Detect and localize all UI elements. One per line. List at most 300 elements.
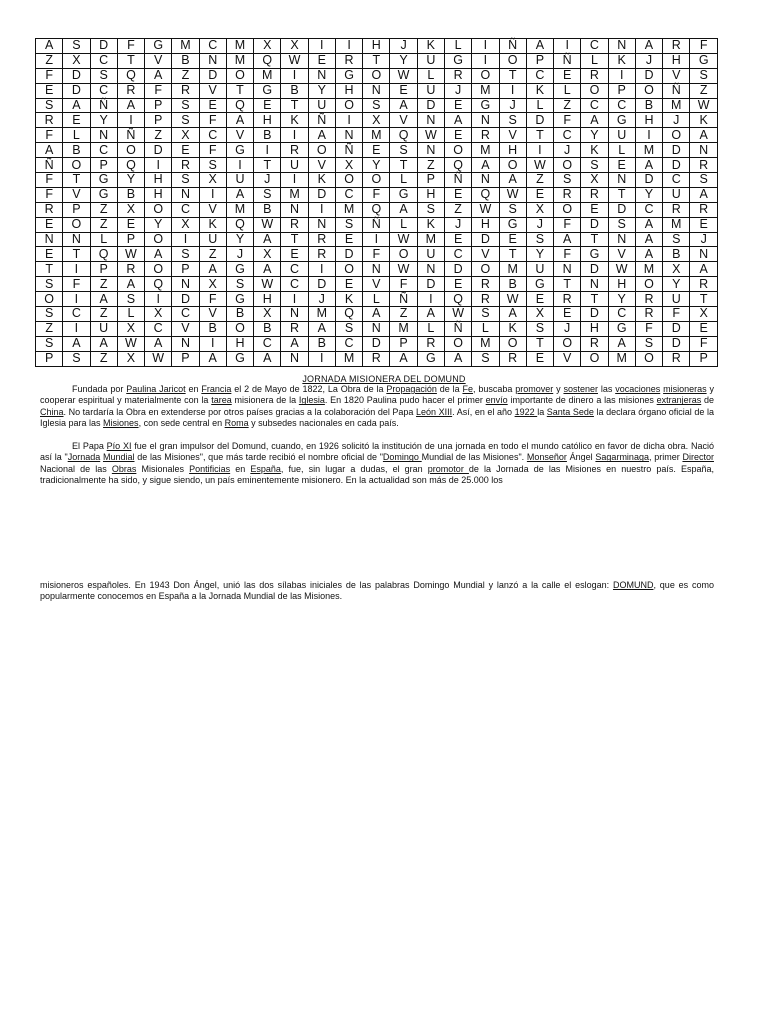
grid-cell: Z xyxy=(554,98,581,113)
grid-cell: I xyxy=(117,113,144,128)
grid-cell: M xyxy=(172,39,199,54)
text-run: de la xyxy=(436,384,463,394)
text-run: y xyxy=(553,384,564,394)
grid-cell: A xyxy=(36,39,63,54)
grid-cell: Z xyxy=(526,173,553,188)
grid-cell: O xyxy=(499,336,526,351)
grid-cell: A xyxy=(690,187,718,202)
grid-cell: B xyxy=(226,307,253,322)
grid-cell: T xyxy=(117,53,144,68)
grid-cell: O xyxy=(145,262,172,277)
grid-cell: F xyxy=(690,336,718,351)
grid-cell: W xyxy=(281,53,308,68)
grid-row xyxy=(36,68,718,83)
grid-cell: O xyxy=(444,336,471,351)
grid-cell: Z xyxy=(417,158,444,173)
grid-cell: A xyxy=(254,262,281,277)
grid-cell: N xyxy=(690,143,718,158)
grid-cell: V xyxy=(199,83,226,98)
grid-cell: G xyxy=(608,321,635,336)
text-run: la xyxy=(537,406,547,417)
grid-cell: O xyxy=(554,336,581,351)
grid-cell: L xyxy=(554,83,581,98)
text-run: misioneros españoles. En 1943 Don Ángel, unió las dos sílabas iniciales de las palabras Domingo Mundial y lanzó a la calle el eslogan: xyxy=(40,580,613,590)
grid-cell: C xyxy=(608,98,635,113)
grid-cell: V xyxy=(145,53,172,68)
grid-cell: O xyxy=(308,143,335,158)
grid-cell: T xyxy=(526,336,553,351)
grid-cell: R xyxy=(36,113,63,128)
keyword: Monseñor xyxy=(526,452,567,463)
grid-cell: R xyxy=(663,39,690,54)
grid-cell: S xyxy=(363,98,390,113)
grid-cell: G xyxy=(90,173,117,188)
grid-cell: E xyxy=(199,98,226,113)
grid-cell: Y xyxy=(308,83,335,98)
grid-cell: X xyxy=(254,247,281,262)
grid-cell: R xyxy=(690,158,718,173)
grid-cell: F xyxy=(554,217,581,232)
grid-cell: A xyxy=(63,98,90,113)
grid-cell: P xyxy=(172,262,199,277)
grid-cell: O xyxy=(117,143,144,158)
grid-cell: M xyxy=(390,321,417,336)
grid-cell: I xyxy=(226,158,253,173)
grid-cell: M xyxy=(335,351,362,366)
grid-cell: F xyxy=(390,277,417,292)
grid-cell: C xyxy=(581,39,608,54)
grid-cell: M xyxy=(226,53,253,68)
grid-cell: T xyxy=(363,53,390,68)
grid-cell: R xyxy=(335,53,362,68)
grid-cell: F xyxy=(690,39,718,54)
grid-cell: J xyxy=(444,83,471,98)
text-run: la declara órgano oficial de la Iglesia para las xyxy=(40,406,714,429)
keyword: Pontificias xyxy=(189,463,231,474)
grid-cell: E xyxy=(690,321,718,336)
grid-row xyxy=(36,173,718,188)
grid-cell: S xyxy=(36,307,63,322)
grid-cell: G xyxy=(226,143,253,158)
grid-cell: Q xyxy=(390,128,417,143)
grid-cell: N xyxy=(172,336,199,351)
grid-cell: W xyxy=(390,262,417,277)
grid-cell: Q xyxy=(444,292,471,307)
grid-cell: D xyxy=(172,292,199,307)
grid-cell: Y xyxy=(390,53,417,68)
grid-cell: E xyxy=(608,158,635,173)
grid-cell: O xyxy=(499,53,526,68)
grid-cell: E xyxy=(63,113,90,128)
grid-cell: W xyxy=(608,262,635,277)
grid-cell: N xyxy=(172,187,199,202)
grid-cell: X xyxy=(63,53,90,68)
grid-cell: P xyxy=(145,98,172,113)
grid-cell: X xyxy=(363,113,390,128)
grid-cell: V xyxy=(472,247,499,262)
grid-cell: I xyxy=(281,68,308,83)
grid-cell: G xyxy=(472,98,499,113)
grid-cell: H xyxy=(335,83,362,98)
grid-cell: L xyxy=(90,232,117,247)
grid-cell: T xyxy=(526,128,553,143)
grid-cell: A xyxy=(63,336,90,351)
grid-cell: R xyxy=(281,217,308,232)
text-run: , primer xyxy=(648,452,683,463)
grid-cell: E xyxy=(444,98,471,113)
keyword: Pío XI xyxy=(106,441,132,451)
text-run: las xyxy=(597,384,616,394)
grid-cell: A xyxy=(145,247,172,262)
grid-cell: A xyxy=(690,128,718,143)
grid-cell: G xyxy=(526,277,553,292)
grid-row xyxy=(36,262,718,277)
grid-cell: T xyxy=(499,68,526,83)
grid-cell: M xyxy=(254,68,281,83)
grid-cell: W xyxy=(690,98,718,113)
grid-cell: M xyxy=(417,232,444,247)
grid-cell: R xyxy=(554,292,581,307)
grid-row xyxy=(36,187,718,202)
grid-cell: R xyxy=(690,202,718,217)
text-run: de la Jornada de las Misiones en nuestro país. España, tradicionalmente ha sido, y sigue siendo, un país eminentemente misionero. En la actualidad son más de 25.000 los xyxy=(40,463,714,486)
grid-cell: O xyxy=(36,292,63,307)
grid-cell: W xyxy=(444,307,471,322)
grid-cell: O xyxy=(663,128,690,143)
grid-cell: T xyxy=(36,262,63,277)
grid-cell: Q xyxy=(472,187,499,202)
grid-cell: N xyxy=(472,113,499,128)
grid-cell: K xyxy=(499,321,526,336)
grid-cell: S xyxy=(199,158,226,173)
grid-cell: T xyxy=(581,292,608,307)
grid-cell: U xyxy=(417,83,444,98)
grid-cell: B xyxy=(117,187,144,202)
grid-cell: X xyxy=(663,262,690,277)
grid-cell: T xyxy=(554,277,581,292)
grid-cell: M xyxy=(281,187,308,202)
grid-cell: P xyxy=(690,351,718,366)
grid-cell: D xyxy=(526,113,553,128)
grid-cell: Q xyxy=(117,158,144,173)
text-run: El Papa xyxy=(72,441,107,451)
grid-row xyxy=(36,336,718,351)
grid-row xyxy=(36,53,718,68)
grid-cell: A xyxy=(90,292,117,307)
grid-cell: Z xyxy=(90,277,117,292)
grid-cell: C xyxy=(444,247,471,262)
grid-cell: O xyxy=(226,321,253,336)
grid-cell: Ñ xyxy=(663,83,690,98)
grid-cell: A xyxy=(390,351,417,366)
grid-cell: M xyxy=(472,143,499,158)
grid-cell: V xyxy=(199,202,226,217)
grid-cell: U xyxy=(417,247,444,262)
text-run: de las Misiones", que más tarde recibió el nombre oficial de " xyxy=(134,452,383,463)
grid-cell: U xyxy=(226,173,253,188)
grid-cell: A xyxy=(444,113,471,128)
grid-cell: W xyxy=(499,187,526,202)
grid-cell: Y xyxy=(90,113,117,128)
grid-cell: B xyxy=(254,128,281,143)
grid-cell: Y xyxy=(635,187,662,202)
grid-cell: A xyxy=(145,336,172,351)
grid-cell: C xyxy=(335,336,362,351)
grid-cell: Ñ xyxy=(335,143,362,158)
grid-cell: B xyxy=(499,277,526,292)
grid-cell: Y xyxy=(608,292,635,307)
grid-cell: O xyxy=(335,262,362,277)
grid-cell: T xyxy=(499,247,526,262)
grid-cell: L xyxy=(63,128,90,143)
grid-cell: C xyxy=(554,128,581,143)
grid-cell: C xyxy=(63,307,90,322)
grid-cell: S xyxy=(635,336,662,351)
grid-cell: D xyxy=(308,187,335,202)
grid-row xyxy=(36,113,718,128)
keyword: extranjeras xyxy=(656,395,702,406)
grid-cell: A xyxy=(690,262,718,277)
grid-cell: Z xyxy=(690,83,718,98)
grid-cell: B xyxy=(281,83,308,98)
grid-cell: S xyxy=(36,277,63,292)
grid-cell: L xyxy=(472,321,499,336)
keyword: León XIII xyxy=(416,406,453,417)
grid-cell: P xyxy=(608,83,635,98)
grid-cell: E xyxy=(308,53,335,68)
grid-cell: F xyxy=(63,277,90,292)
grid-cell: H xyxy=(499,143,526,158)
grid-row xyxy=(36,83,718,98)
grid-cell: I xyxy=(472,53,499,68)
grid-cell: Z xyxy=(36,53,63,68)
text-run: , que es como popularmente conocemos en España a la Jornada Mundial de las Misiones. xyxy=(40,580,714,602)
grid-cell: O xyxy=(635,83,662,98)
grid-cell: R xyxy=(281,321,308,336)
grid-cell: G xyxy=(390,187,417,202)
grid-cell: C xyxy=(635,202,662,217)
grid-cell: N xyxy=(335,128,362,143)
text-run: Ángel xyxy=(566,452,596,463)
grid-cell: J xyxy=(690,232,718,247)
grid-cell: A xyxy=(635,39,662,54)
grid-cell: N xyxy=(281,202,308,217)
grid-cell: Ñ xyxy=(36,158,63,173)
grid-cell: R xyxy=(117,83,144,98)
grid-cell: R xyxy=(472,292,499,307)
text-run: , con sede central en xyxy=(138,418,225,429)
grid-cell: S xyxy=(90,68,117,83)
grid-cell: A xyxy=(199,262,226,277)
grid-cell: G xyxy=(417,351,444,366)
grid-cell: W xyxy=(390,68,417,83)
grid-cell: C xyxy=(90,83,117,98)
grid-cell: N xyxy=(363,262,390,277)
grid-cell: E xyxy=(36,83,63,98)
grid-row xyxy=(36,292,718,307)
grid-cell: C xyxy=(90,143,117,158)
grid-cell: S xyxy=(172,98,199,113)
grid-cell: O xyxy=(472,68,499,83)
grid-cell: E xyxy=(36,217,63,232)
grid-cell: S xyxy=(36,336,63,351)
keyword: Francia xyxy=(201,384,232,394)
grid-cell: V xyxy=(499,128,526,143)
grid-cell: L xyxy=(390,173,417,188)
grid-cell: A xyxy=(363,307,390,322)
grid-cell: U xyxy=(417,53,444,68)
grid-cell: D xyxy=(63,68,90,83)
keyword: Iglesia xyxy=(298,395,325,406)
grid-cell: X xyxy=(335,158,362,173)
grid-cell: S xyxy=(526,232,553,247)
grid-cell: A xyxy=(472,158,499,173)
grid-cell: D xyxy=(63,83,90,98)
grid-cell: U xyxy=(663,292,690,307)
grid-cell: N xyxy=(199,53,226,68)
grid-cell: N xyxy=(608,39,635,54)
grid-cell: A xyxy=(635,217,662,232)
grid-cell: M xyxy=(472,83,499,98)
grid-cell: W xyxy=(526,158,553,173)
grid-cell: A xyxy=(308,321,335,336)
grid-cell: D xyxy=(663,336,690,351)
grid-cell: F xyxy=(554,247,581,262)
grid-cell: F xyxy=(363,247,390,262)
grid-cell: Z xyxy=(90,217,117,232)
grid-cell: D xyxy=(308,277,335,292)
grid-cell: V xyxy=(308,158,335,173)
grid-row xyxy=(36,128,718,143)
grid-cell: Z xyxy=(444,202,471,217)
grid-cell: F xyxy=(635,321,662,336)
grid-cell: L xyxy=(417,68,444,83)
grid-cell: R xyxy=(499,351,526,366)
grid-cell: N xyxy=(608,173,635,188)
grid-cell: T xyxy=(281,232,308,247)
grid-cell: X xyxy=(172,217,199,232)
grid-cell: D xyxy=(417,277,444,292)
grid-cell: I xyxy=(308,351,335,366)
grid-cell: A xyxy=(581,113,608,128)
grid-cell: Q xyxy=(90,247,117,262)
grid-cell: A xyxy=(608,336,635,351)
grid-cell: A xyxy=(117,98,144,113)
grid-cell: S xyxy=(335,321,362,336)
grid-cell: S xyxy=(472,351,499,366)
text-run: el 2 de Mayo de 1822, La Obra de la xyxy=(231,384,387,394)
grid-cell: D xyxy=(472,232,499,247)
grid-cell: U xyxy=(608,128,635,143)
grid-cell: I xyxy=(63,292,90,307)
grid-cell: T xyxy=(390,158,417,173)
grid-cell: A xyxy=(254,351,281,366)
grid-cell: C xyxy=(199,39,226,54)
grid-cell: Z xyxy=(199,247,226,262)
grid-cell: W xyxy=(145,351,172,366)
grid-cell: Q xyxy=(117,68,144,83)
grid-cell: I xyxy=(526,143,553,158)
grid-cell: C xyxy=(663,173,690,188)
keyword: China xyxy=(40,406,64,417)
grid-cell: X xyxy=(117,202,144,217)
grid-cell: F xyxy=(199,292,226,307)
grid-cell: I xyxy=(308,39,335,54)
keyword: Mundial xyxy=(102,452,135,463)
keyword: Director xyxy=(682,452,714,463)
grid-cell: H xyxy=(254,292,281,307)
grid-cell: W xyxy=(254,217,281,232)
grid-row xyxy=(36,232,718,247)
grid-cell: E xyxy=(363,143,390,158)
grid-cell: S xyxy=(172,113,199,128)
grid-cell: I xyxy=(63,321,90,336)
text-run: y cooperar espiritual y materialmente con la xyxy=(40,384,714,406)
grid-cell: E xyxy=(444,128,471,143)
grid-cell: A xyxy=(226,187,253,202)
grid-cell: O xyxy=(145,202,172,217)
text-run: , fue, sin lugar a dudas, el gran xyxy=(280,463,428,474)
grid-cell: I xyxy=(308,262,335,277)
keyword: promotor xyxy=(427,463,469,474)
grid-cell: A xyxy=(499,173,526,188)
grid-cell: X xyxy=(199,173,226,188)
grid-cell: S xyxy=(117,292,144,307)
grid-cell: B xyxy=(663,247,690,262)
grid-cell: R xyxy=(363,351,390,366)
grid-cell: J xyxy=(635,53,662,68)
grid-cell: J xyxy=(254,173,281,188)
grid-cell: I xyxy=(363,232,390,247)
grid-cell: H xyxy=(608,277,635,292)
grid-row xyxy=(36,158,718,173)
grid-cell: O xyxy=(472,262,499,277)
grid-cell: X xyxy=(254,307,281,322)
grid-cell: R xyxy=(663,202,690,217)
grid-cell: N xyxy=(417,113,444,128)
grid-cell: E xyxy=(526,292,553,307)
grid-cell: S xyxy=(226,277,253,292)
paragraph-2 xyxy=(40,441,714,487)
keyword: Paulina Jaricot xyxy=(126,384,186,394)
grid-cell: E xyxy=(444,232,471,247)
grid-cell: P xyxy=(390,336,417,351)
grid-cell: A xyxy=(117,277,144,292)
keyword: Fe xyxy=(462,384,473,394)
grid-cell: R xyxy=(635,292,662,307)
grid-cell: E xyxy=(581,202,608,217)
grid-cell: O xyxy=(226,68,253,83)
grid-cell: S xyxy=(499,113,526,128)
grid-cell: O xyxy=(335,173,362,188)
grid-cell: V xyxy=(554,351,581,366)
grid-cell: I xyxy=(254,143,281,158)
grid-cell: I xyxy=(172,232,199,247)
grid-cell: N xyxy=(472,173,499,188)
grid-cell: Ñ xyxy=(117,128,144,143)
grid-cell: R xyxy=(172,158,199,173)
grid-cell: D xyxy=(145,143,172,158)
grid-cell: X xyxy=(117,351,144,366)
grid-cell: E xyxy=(281,247,308,262)
grid-cell: Ñ xyxy=(90,98,117,113)
grid-cell: S xyxy=(254,187,281,202)
grid-cell: B xyxy=(172,53,199,68)
text-run: importante de dinero a las misiones xyxy=(507,395,657,406)
grid-cell: N xyxy=(581,277,608,292)
grid-cell: R xyxy=(417,336,444,351)
keyword: tarea xyxy=(211,395,232,406)
